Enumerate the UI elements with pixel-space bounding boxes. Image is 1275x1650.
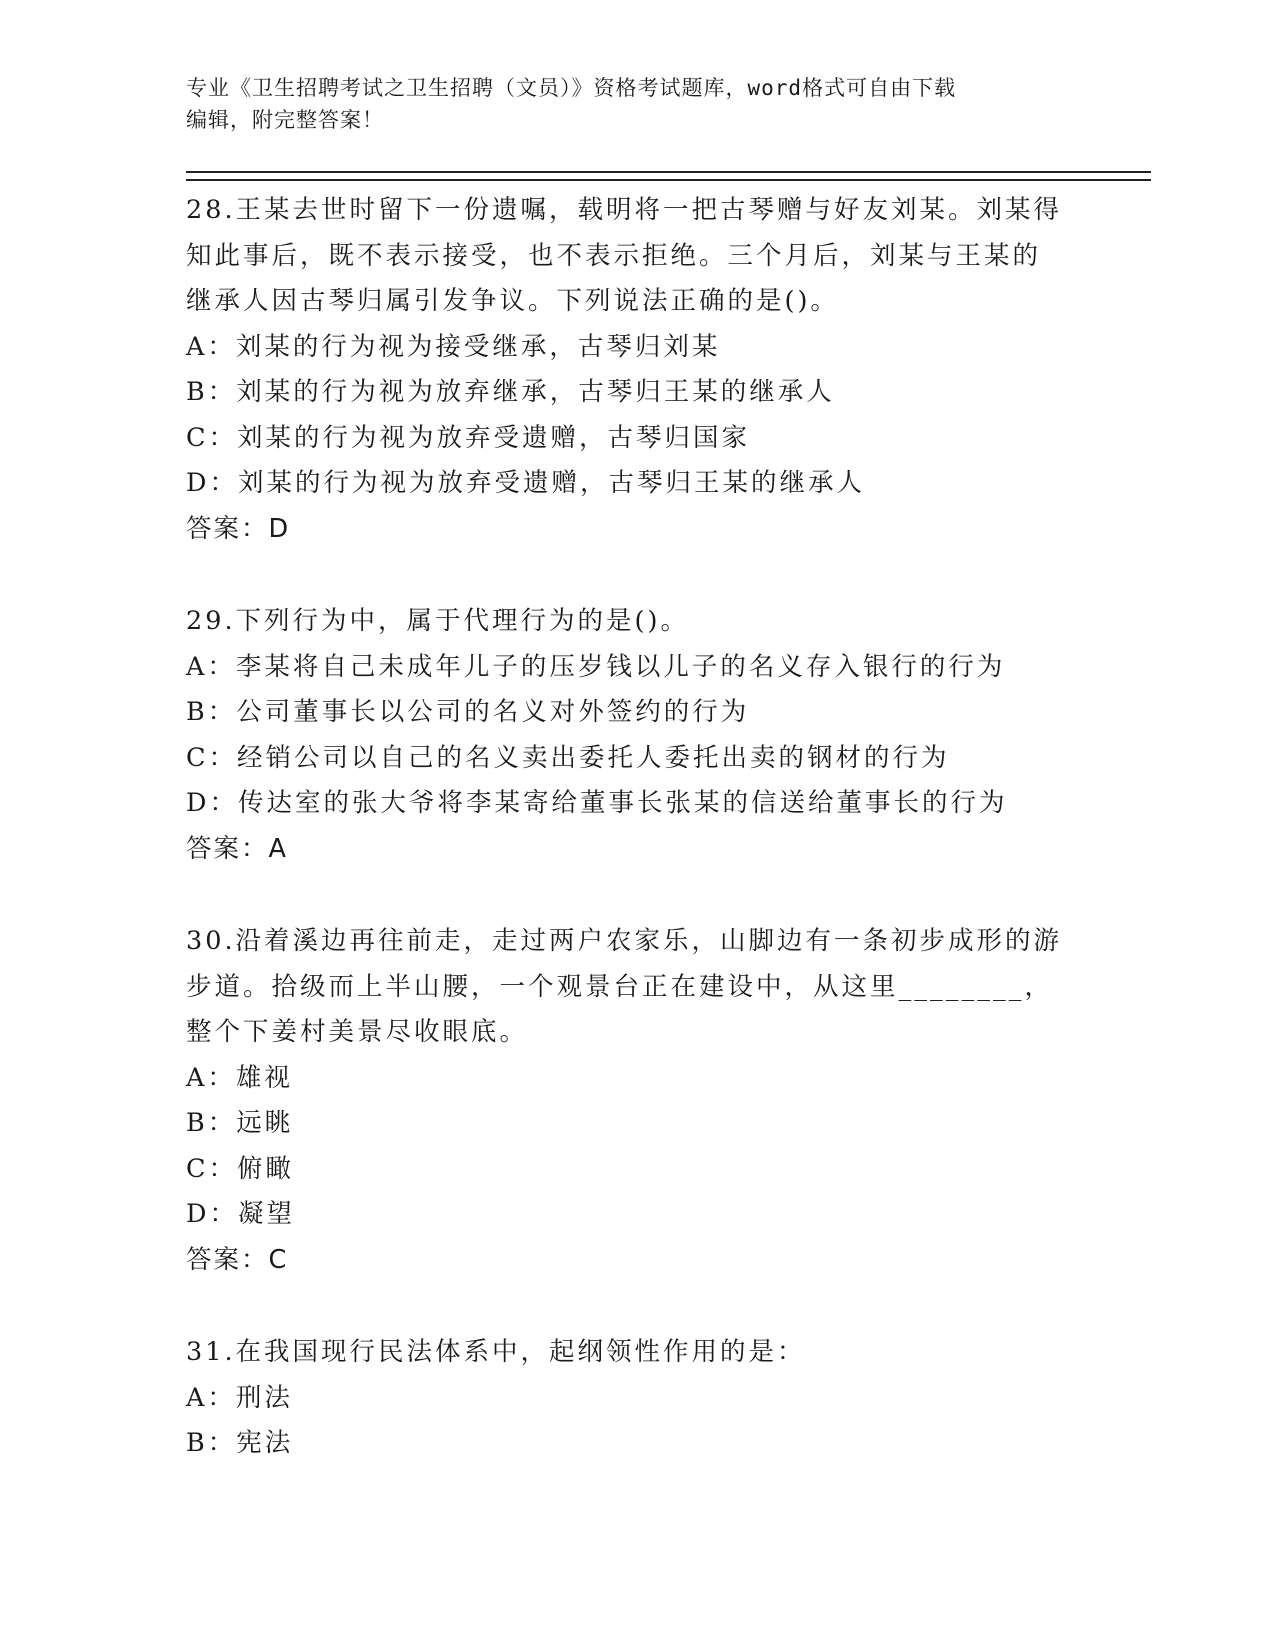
option-d: D：凝望 [186, 1199, 295, 1229]
answer-line: 答案：D [186, 513, 291, 544]
document-header [186, 72, 1066, 136]
question-stem-line: 整个下姜村美景尽收眼底。 [186, 1017, 529, 1047]
question-stem-line: 知此事后，既不表示接受，也不表示拒绝。三个月后，刘某与王某的 [186, 240, 1042, 271]
option-d: D：传达室的张大爷将李某寄给董事长张某的信送给董事长的行为 [186, 788, 1008, 818]
question-stem-line: 继承人因古琴归属引发争议。下列说法正确的是()。 [186, 286, 839, 316]
question-28 [186, 188, 1086, 552]
option-a: A：刘某的行为视为接受继承，古琴归刘某 [186, 331, 721, 362]
question-stem-line: 30.沿着溪边再往前走，走过两户农家乐，山脚边有一条初步成形的游 [186, 926, 1063, 956]
option-b: B：公司董事长以公司的名义对外签约的行为 [186, 697, 750, 727]
header-divider-bottom [186, 179, 1151, 181]
option-b: B：远眺 [186, 1108, 294, 1138]
option-c: C：俯瞰 [186, 1153, 295, 1184]
question-29 [186, 599, 1086, 872]
header-divider-top [186, 171, 1151, 173]
question-31 [186, 1330, 1086, 1467]
option-b: B：宪法 [186, 1428, 294, 1458]
option-a: A：李某将自己未成年儿子的压岁钱以儿子的名义存入银行的行为 [186, 651, 1006, 682]
answer-line: 答案：A [186, 833, 288, 864]
option-c: C：刘某的行为视为放弃受遗赠，古琴归国家 [186, 422, 751, 453]
question-30 [186, 919, 1086, 1283]
option-a: A：雄视 [186, 1062, 293, 1093]
option-c: C：经销公司以自己的名义卖出委托人委托出卖的钢材的行为 [186, 742, 950, 773]
option-b: B：刘某的行为视为放弃继承，古琴归王某的继承人 [186, 377, 835, 407]
option-a: A：刑法 [186, 1382, 293, 1413]
answer-line: 答案：C [186, 1244, 289, 1275]
question-stem-line: 31.在我国现行民法体系中，起纲领性作用的是： [186, 1337, 806, 1367]
question-stem-line: 28.王某去世时留下一份遗嘱，载明将一把古琴赠与好友刘某。刘某得 [186, 195, 1063, 225]
question-stem-line: 步道。拾级而上半山腰，一个观景台正在建设中，从这里________， [186, 971, 1054, 1002]
option-d: D：刘某的行为视为放弃受遗赠，古琴归王某的继承人 [186, 468, 865, 498]
question-stem-line: 29.下列行为中，属于代理行为的是()。 [186, 606, 689, 636]
header-line-2: 编辑，附完整答案！ [186, 108, 384, 132]
question-list [186, 188, 1086, 1514]
header-line-1: 专业《卫生招聘考试之卫生招聘（文员）》资格考试题库，word格式可自由下载 [186, 76, 957, 100]
